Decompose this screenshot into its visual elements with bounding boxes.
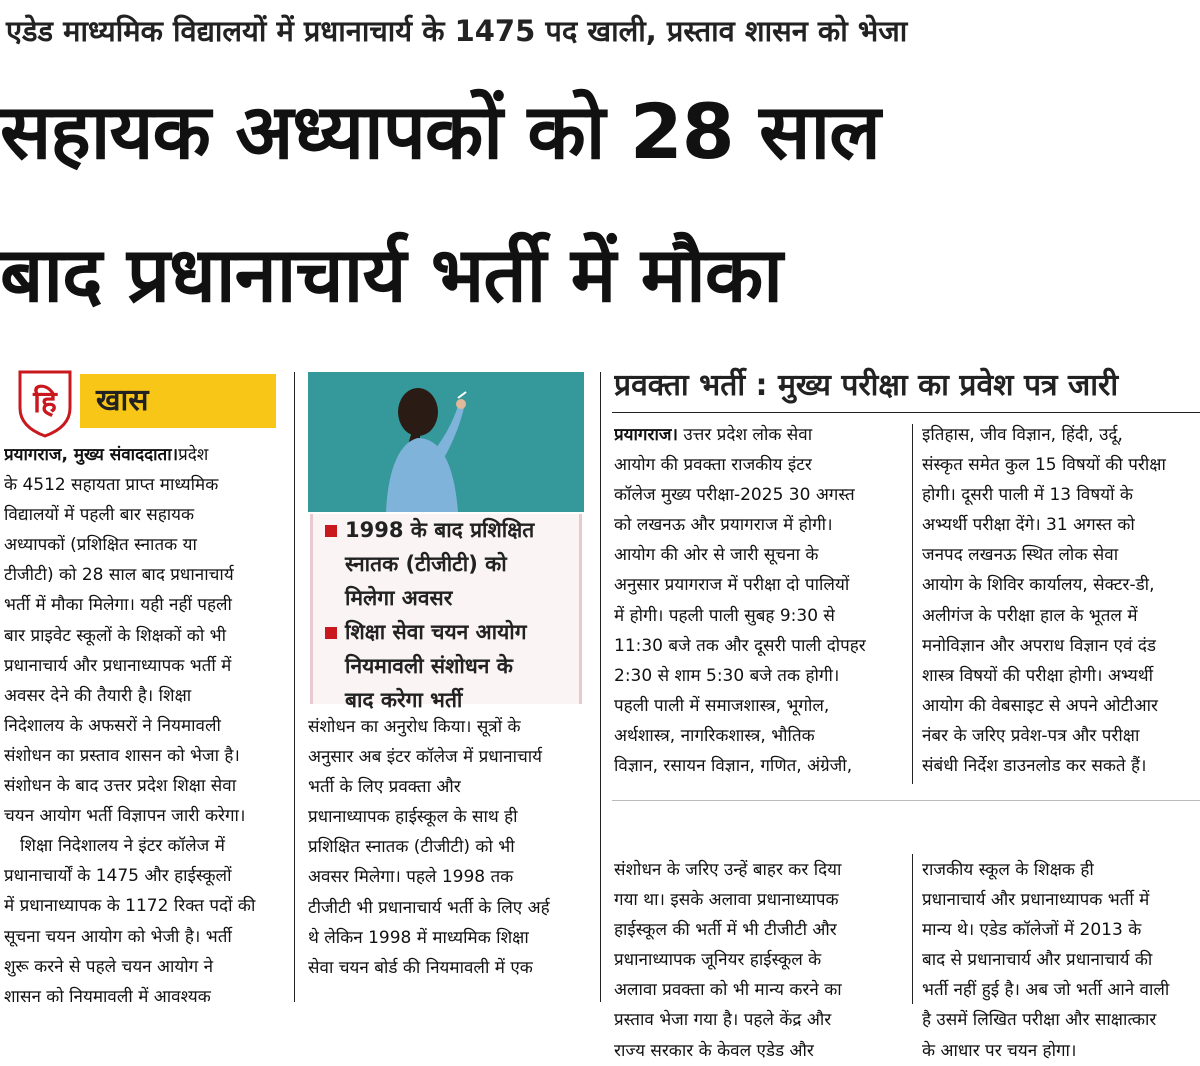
article-column-3 bbox=[614, 855, 904, 1066]
article-line: हाईस्कूल की भर्ती में भी टीजीटी और bbox=[614, 920, 837, 941]
article-line: संशोधन का अनुरोध किया। सूत्रों के bbox=[308, 717, 521, 737]
article-line: शुरू करने से पहले चयन आयोग ने bbox=[4, 956, 214, 977]
article-line: को लखनऊ और प्रयागराज में होगी। bbox=[614, 515, 833, 536]
section-rule bbox=[612, 800, 1200, 801]
highlight-text: बाद करेगा भर्ती bbox=[345, 688, 463, 712]
article-line: शास्त्र विषयों की परीक्षा होगी। अभ्यर्थी bbox=[922, 665, 1154, 686]
article-line: नंबर के जरिए प्रवेश-पत्र और परीक्षा bbox=[922, 725, 1140, 746]
article-line bbox=[4, 440, 276, 470]
article-line: चयन आयोग भर्ती विज्ञापन जारी करेगा। bbox=[4, 806, 246, 827]
article-line: सूचना चयन आयोग को भेजी है। भर्ती bbox=[4, 926, 232, 947]
article-line: शासन को नियमावली में आवश्यक bbox=[4, 986, 211, 1007]
article-line: गया था। इसके अलावा प्रधानाध्यापक bbox=[614, 890, 839, 911]
article-line: कॉलेज मुख्य परीक्षा-2025 30 अगस्त bbox=[614, 485, 855, 506]
article-line: अलीगंज के परीक्षा हाल के भूतल में bbox=[922, 605, 1138, 626]
highlight-item bbox=[345, 584, 452, 613]
article-line: अवसर मिलेगा। पहले 1998 तक bbox=[308, 867, 514, 888]
article-line: के 4512 सहायता प्राप्त माध्यमिक bbox=[4, 475, 219, 496]
article-line: प्रधानाचार्यों के 1475 और हाईस्कूलों bbox=[4, 866, 232, 887]
dateline: प्रयागराज। bbox=[614, 425, 678, 445]
article-line: संशोधन का प्रस्ताव शासन को भेजा है। bbox=[4, 745, 240, 766]
article-line: होगी। दूसरी पाली में 13 विषयों के bbox=[922, 485, 1133, 506]
highlight-item bbox=[345, 550, 507, 579]
article-line: आयोग की प्रवक्ता राजकीय इंटर bbox=[614, 455, 812, 476]
bullet-icon bbox=[325, 627, 337, 639]
article-line: संशोधन के बाद उत्तर प्रदेश शिक्षा सेवा bbox=[4, 776, 237, 797]
highlight-item bbox=[325, 618, 527, 647]
article-line: राज्य सरकार के केवल एडेड और bbox=[614, 1040, 814, 1061]
article-line: संबंधी निर्देश डाउनलोड कर सकते हैं। bbox=[922, 756, 1147, 777]
article-line: आयोग के शिविर कार्यालय, सेक्टर-डी, bbox=[922, 575, 1155, 596]
teacher-at-board-photo bbox=[308, 372, 584, 512]
article-line: प्रधानाचार्य और प्रधानाध्यापक भर्ती में bbox=[922, 890, 1150, 911]
article-line: विद्यालयों में पहली बार सहायक bbox=[4, 505, 195, 526]
highlight-text: शिक्षा सेवा चयन आयोग bbox=[345, 620, 527, 644]
article-line: भर्ती नहीं हुई है। अब जो भर्ती आने वाली bbox=[922, 980, 1170, 1001]
highlight-item bbox=[345, 652, 513, 681]
article-line: के आधार पर चयन होगा। bbox=[922, 1040, 1077, 1061]
article-line: टीजीटी) को 28 साल बाद प्रधानाचार्य bbox=[4, 565, 234, 586]
main-headline-line-1: सहायक अध्यापकों को 28 साल bbox=[0, 87, 880, 176]
article-line: भर्ती में मौका मिलेगा। यही नहीं पहली bbox=[4, 595, 232, 616]
article-line: प्रधानाध्यापक जूनियर हाईस्कूल के bbox=[614, 950, 822, 971]
article-line-text: प्रदेश bbox=[178, 445, 209, 465]
article-line: भर्ती के लिए प्रवक्ता और bbox=[308, 777, 461, 798]
main-headline-line-2: बाद प्रधानाचार्य भर्ती में मौका bbox=[0, 230, 782, 319]
article-line: शिक्षा निदेशालय ने इंटर कॉलेज में bbox=[20, 836, 225, 857]
highlight-text: नियमावली संशोधन के bbox=[345, 654, 513, 678]
article-line: अवसर देने की तैयारी है। शिक्षा bbox=[4, 685, 192, 706]
article-line: है उसमें लिखित परीक्षा और साक्षात्कार bbox=[922, 1010, 1157, 1031]
sub-article-column-2 bbox=[922, 420, 1198, 781]
article-column-1 bbox=[4, 440, 276, 1012]
logo-letter: हि bbox=[33, 385, 57, 420]
article-line: इतिहास, जीव विज्ञान, हिंदी, उर्दू, bbox=[922, 425, 1123, 445]
article-line: 2:30 से शाम 5:30 बजे तक होगी। bbox=[614, 665, 840, 686]
article-line: बाद से प्रधानाचार्य और प्रधानाचार्य की bbox=[922, 950, 1153, 971]
article-line: 11:30 बजे तक और दूसरी पाली दोपहर bbox=[614, 635, 866, 656]
highlight-text: स्नातक (टीजीटी) को bbox=[345, 552, 507, 576]
hindustan-logo-icon bbox=[14, 368, 76, 438]
article-line: बार प्राइवेट स्कूलों के शिक्षकों को भी bbox=[4, 625, 227, 646]
sub-headline-rule bbox=[612, 412, 1200, 413]
article-line: प्रशिक्षित स्नातक (टीजीटी) को भी bbox=[308, 837, 515, 858]
article-line: टीजीटी भी प्रधानाचार्य भर्ती के लिए अर्ह bbox=[308, 897, 550, 918]
highlights-box bbox=[310, 514, 582, 712]
article-column-2 bbox=[308, 712, 586, 983]
article-line bbox=[614, 420, 904, 450]
article-line: में होगी। पहली पाली सुबह 9:30 से bbox=[614, 605, 835, 626]
article-line: विज्ञान, रसायन विज्ञान, गणित, अंग्रेजी, bbox=[614, 756, 853, 777]
article-line: पहली पाली में समाजशास्त्र, भूगोल, bbox=[614, 695, 830, 716]
article-line: अलावा प्रवक्ता को भी मान्य करने का bbox=[614, 980, 842, 1001]
article-line: अध्यापकों (प्रशिक्षित स्नातक या bbox=[4, 535, 197, 556]
dateline: प्रयागराज, मुख्य संवाददाता। bbox=[4, 445, 179, 465]
article-line: प्रधानाध्यापक हाईस्कूल के साथ ही bbox=[308, 807, 518, 828]
article-line: संशोधन के जरिए उन्हें बाहर कर दिया bbox=[614, 860, 842, 880]
article-line: आयोग की ओर से जारी सूचना के bbox=[614, 545, 819, 566]
article-line: राजकीय स्कूल के शिक्षक ही bbox=[922, 860, 1094, 880]
kicker-headline: एडेड माध्यमिक विद्यालयों में प्रधानाचार्य के 1475 पद खाली, प्रस्ताव शासन को भेजा bbox=[6, 14, 908, 48]
article-line: थे लेकिन 1998 में माध्यमिक शिक्षा bbox=[308, 927, 529, 948]
article-line: प्रस्ताव भेजा गया है। पहले केंद्र और bbox=[614, 1010, 832, 1031]
bullet-icon bbox=[325, 525, 337, 537]
column-rule bbox=[294, 372, 295, 1002]
article-line: अर्थशास्त्र, नागरिकशास्त्र, भौतिक bbox=[614, 725, 815, 746]
sub-article-column-1 bbox=[614, 420, 904, 781]
article-line: जनपद लखनऊ स्थित लोक सेवा bbox=[922, 545, 1119, 566]
article-line: मान्य थे। एडेड कॉलेजों में 2013 के bbox=[922, 920, 1142, 941]
highlight-item bbox=[345, 686, 462, 715]
highlight-item bbox=[325, 516, 534, 545]
sub-headline: प्रवक्ता भर्ती : मुख्य परीक्षा का प्रवेश पत्र जारी bbox=[614, 368, 1119, 403]
highlight-text: 1998 के बाद प्रशिक्षित bbox=[345, 518, 535, 542]
article-line: संस्कृत समेत कुल 15 विषयों की परीक्षा bbox=[922, 455, 1166, 476]
article-line: अनुसार प्रयागराज में परीक्षा दो पालियों bbox=[614, 575, 850, 596]
article-column-4 bbox=[922, 855, 1198, 1066]
article-line: आयोग की वेबसाइट से अपने ओटीआर bbox=[922, 695, 1158, 716]
article-line-text: उत्तर प्रदेश लोक सेवा bbox=[683, 425, 813, 445]
article-line: अनुसार अब इंटर कॉलेज में प्रधानाचार्य bbox=[308, 747, 543, 768]
article-line: में प्रधानाध्यापक के 1172 रिक्त पदों की bbox=[4, 896, 256, 917]
highlight-text: मिलेगा अवसर bbox=[345, 586, 453, 610]
article-line: प्रधानाचार्य और प्रधानाध्यापक भर्ती में bbox=[4, 655, 232, 676]
article-line: सेवा चयन बोर्ड की नियमावली में एक bbox=[308, 957, 533, 978]
article-line: निदेशालय के अफसरों ने नियमावली bbox=[4, 715, 221, 736]
column-rule bbox=[912, 424, 913, 784]
column-rule bbox=[600, 372, 601, 1002]
khas-tag-label: खास bbox=[96, 383, 149, 418]
column-rule bbox=[912, 854, 913, 1004]
article-line: मनोविज्ञान और अपराध विज्ञान एवं दंड bbox=[922, 635, 1156, 656]
article-line: अभ्यर्थी परीक्षा देंगे। 31 अगस्त को bbox=[922, 515, 1135, 536]
